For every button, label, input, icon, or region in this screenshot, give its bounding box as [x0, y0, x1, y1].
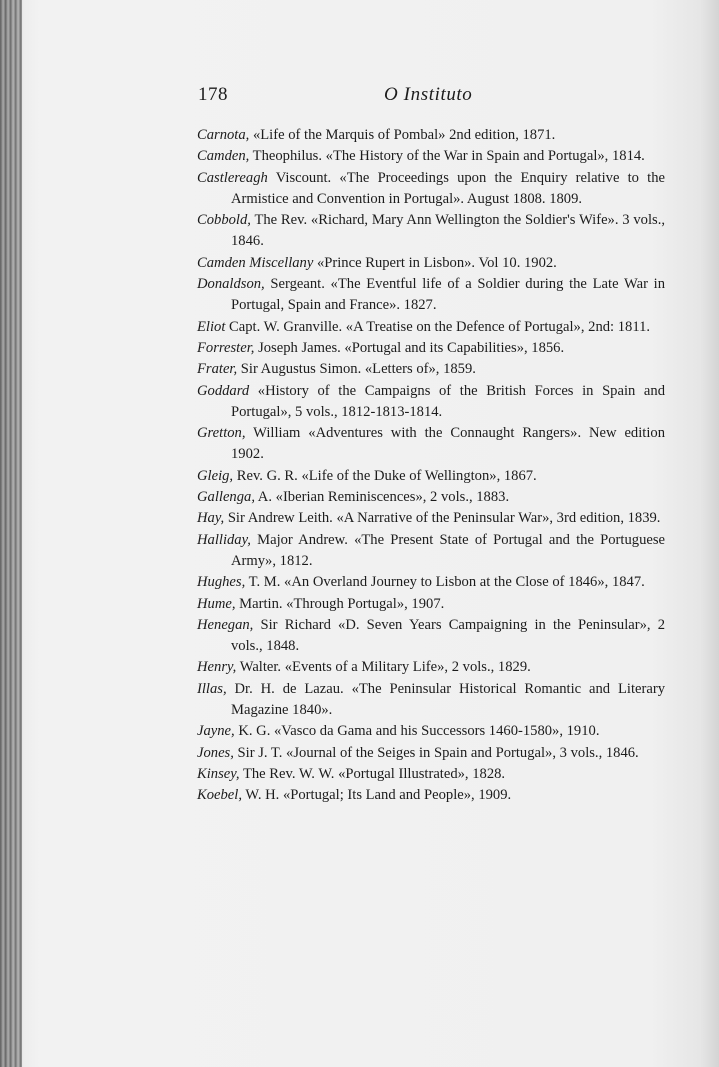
entry-text: Rev. G. R. «Life of the Duke of Wellington», 1867.	[233, 467, 537, 484]
entry-author: Donaldson,	[197, 276, 265, 293]
entry-author: Frater,	[197, 361, 238, 378]
entry-text: Walter. «Events of a Military Life», 2 vols., 1829.	[236, 659, 531, 676]
entry-author: Goddard	[197, 382, 250, 399]
entry-author: Gleig,	[197, 467, 234, 484]
entry-author: Jayne,	[197, 723, 235, 740]
entry-text: T. M. «An Overland Journey to Lisbon at the Close of 1846», 1847.	[245, 574, 645, 591]
entry-text: Martin. «Through Portugal», 1907.	[235, 595, 445, 612]
entry-author: Halliday,	[197, 531, 251, 548]
entry-text: «Prince Rupert in Lisbon». Vol 10. 1902.	[313, 254, 557, 271]
entry-author: Hughes,	[197, 574, 246, 591]
running-title: O Instituto	[384, 84, 473, 105]
bibliography-entry	[197, 657, 665, 678]
entry-text: Theophilus. «The History of the War in Spain and Portugal», 1814.	[249, 148, 645, 165]
bibliography-entry	[197, 572, 665, 593]
bibliography-entry	[197, 125, 665, 146]
entry-text: K. G. «Vasco da Gama and his Successors 1460-1580», 1910.	[234, 723, 600, 740]
entry-author: Gallenga,	[197, 489, 255, 506]
entry-text: Sergeant. «The Eventful life of a Soldier during the Late War in Portugal, Spain and France». 1827.	[231, 276, 665, 314]
bibliography-entry	[197, 487, 665, 508]
entry-text: Major Andrew. «The Present State of Portugal and the Portuguese Army», 1812.	[231, 531, 665, 569]
entry-text: W. H. «Portugal; Its Land and People», 1909.	[242, 787, 512, 804]
bibliography-entry	[197, 785, 665, 806]
entry-author: Koebel,	[197, 787, 242, 804]
bibliography-entry	[197, 168, 665, 211]
entry-author: Henry,	[197, 659, 237, 676]
bibliography-entry	[197, 338, 665, 359]
page-header	[198, 84, 666, 110]
entry-author: Eliot	[197, 318, 226, 335]
entry-text: «Life of the Marquis of Pombal» 2nd edition, 1871.	[249, 127, 556, 143]
entry-author: Hume,	[197, 595, 236, 612]
entry-author: Forrester,	[197, 339, 255, 356]
entry-text: A. «Iberian Reminiscences», 2 vols., 1883.	[254, 489, 510, 506]
entry-text: Sir Augustus Simon. «Letters of», 1859.	[237, 361, 476, 378]
bibliography-entry	[197, 743, 665, 764]
page-number: 178	[198, 84, 228, 105]
bibliography-entry	[197, 508, 665, 529]
bibliography-entry	[197, 381, 665, 424]
entry-text: William «Adventures with the Connaught Rangers». New edition 1902.	[231, 425, 665, 463]
entry-text: Viscount. «The Proceedings upon the Enquiry relative to the Armistice and Convention in Portugal». August 1808. 1809.	[231, 169, 665, 207]
entry-text: Dr. H. de Lazau. «The Peninsular Historical Romantic and Literary Magazine 1840».	[226, 680, 665, 719]
bibliography-entry	[197, 721, 665, 742]
entry-text: Sir J. T. «Journal of the Seiges in Spain and Portugal», 3 vols., 1846.	[233, 744, 639, 761]
entry-author: Carnota,	[197, 127, 250, 143]
entry-text: The Rev. «Richard, Mary Ann Wellington the Soldier's Wife». 3 vols., 1846.	[231, 212, 665, 250]
bibliography-entry	[197, 210, 665, 253]
entry-author: Henegan,	[197, 616, 254, 633]
entry-text: Capt. W. Granville. «A Treatise on the Defence of Portugal», 2nd: 1811.	[225, 318, 651, 335]
entry-author: Cobbold,	[197, 212, 251, 229]
bibliography-entry	[197, 253, 665, 274]
entry-author: Hay,	[197, 510, 225, 527]
entry-author: Camden,	[197, 148, 250, 165]
bibliography-entry	[197, 466, 665, 487]
entry-text: Sir Richard «D. Seven Years Campaigning in the Peninsular», 2 vols., 1848.	[231, 616, 665, 655]
entry-author: Camden Miscellany	[197, 254, 314, 271]
entry-author: Illas,	[197, 680, 227, 697]
entry-text: Joseph James. «Portugal and its Capabilities», 1856.	[254, 339, 565, 356]
entry-author: Gretton,	[197, 425, 246, 442]
entry-author: Jones,	[197, 744, 234, 761]
bibliography-entry	[197, 764, 665, 785]
book-spine-edge	[0, 0, 22, 1067]
entry-author: Castlereagh	[197, 169, 268, 186]
bibliography-entry	[197, 274, 665, 317]
bibliography-list	[197, 125, 665, 807]
entry-text: Sir Andrew Leith. «A Narrative of the Peninsular War», 3rd edition, 1839.	[224, 510, 661, 527]
bibliography-entry	[197, 615, 665, 658]
entry-text: The Rev. W. W. «Portugal Illustrated», 1828.	[239, 765, 506, 782]
bibliography-entry	[197, 317, 665, 338]
bibliography-entry	[197, 146, 665, 167]
entry-author: Kinsey,	[197, 765, 240, 782]
bibliography-entry	[197, 359, 665, 380]
bibliography-entry	[197, 679, 665, 722]
bibliography-entry	[197, 530, 665, 573]
bibliography-entry	[197, 423, 665, 466]
entry-text: «History of the Campaigns of the British Forces in Spain and Portugal», 5 vols., 1812-1813-1814.	[231, 382, 665, 420]
bibliography-entry	[197, 594, 665, 615]
